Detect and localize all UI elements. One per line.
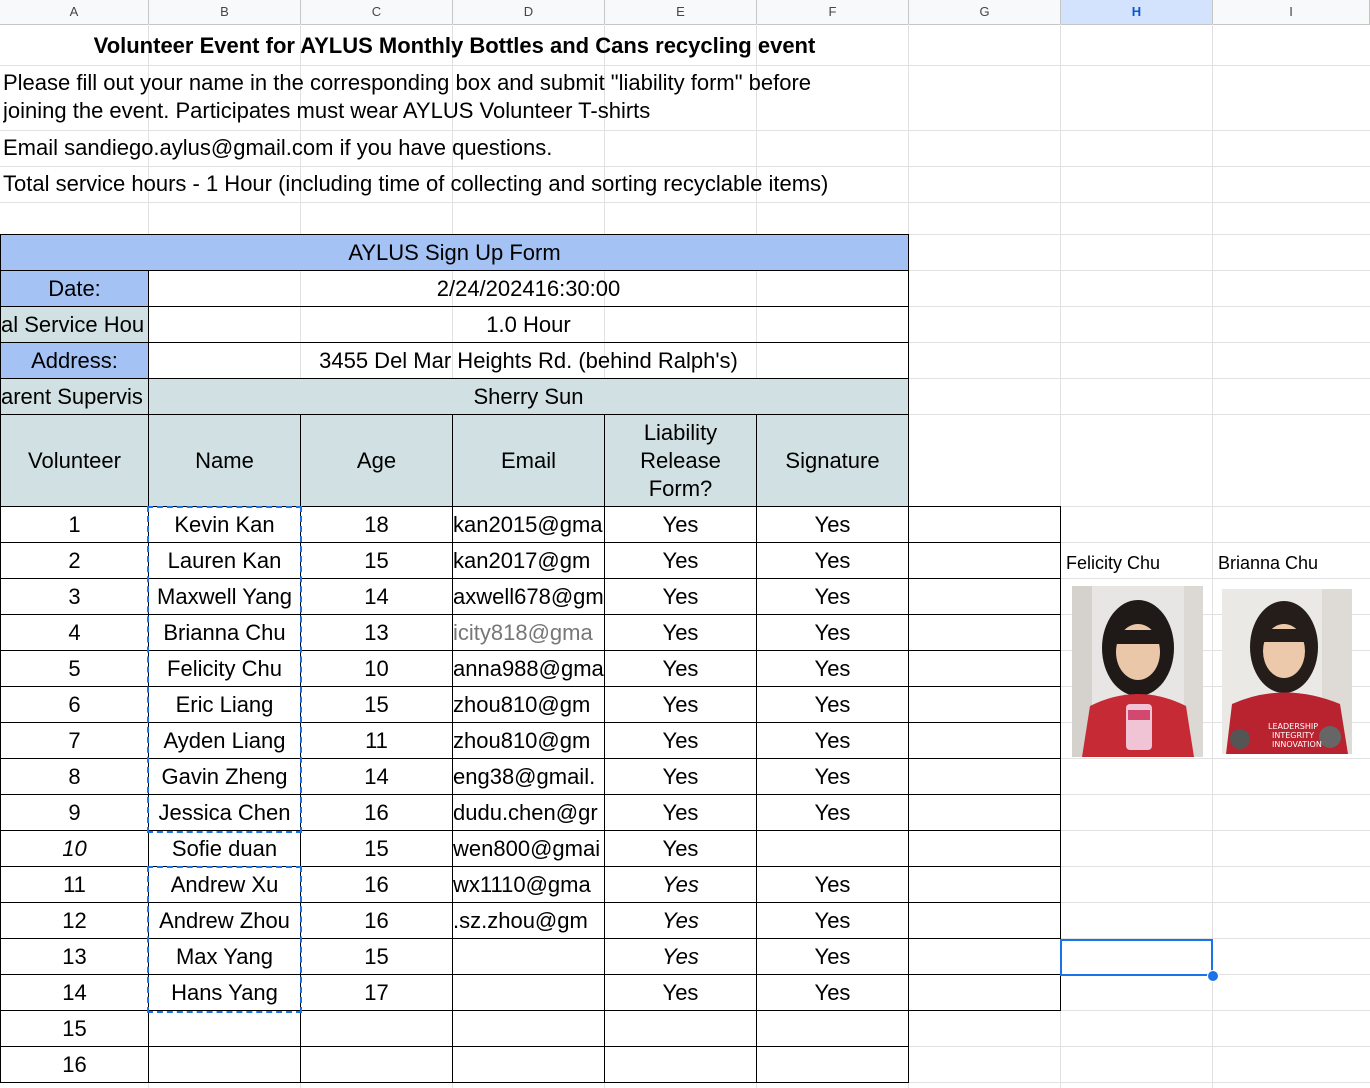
svg-text:INNOVATION: INNOVATION	[1272, 740, 1322, 749]
row-5-num-cell[interactable]: 5	[0, 650, 149, 687]
row-7-g-cell[interactable]	[908, 722, 1061, 759]
row-8-num-cell[interactable]: 8	[0, 758, 149, 795]
svg-text:LEADERSHIP: LEADERSHIP	[1268, 722, 1319, 731]
row-4-name-cell[interactable]: Brianna Chu	[148, 614, 301, 651]
row-8-signature-cell[interactable]: Yes	[756, 758, 909, 795]
row-5-email-cell[interactable]: anna988@gma	[452, 650, 605, 687]
row-11-age-cell[interactable]: 16	[300, 866, 453, 903]
row-10-liability-cell[interactable]: Yes	[604, 830, 757, 867]
row-4-email-cell[interactable]: icity818@gma	[452, 614, 605, 651]
row-13-signature-cell[interactable]: Yes	[756, 938, 909, 975]
row-3-liability-cell[interactable]: Yes	[604, 578, 757, 615]
brianna-photo[interactable]	[1222, 589, 1352, 754]
row-5-liability-cell[interactable]: Yes	[604, 650, 757, 687]
column-header-bar	[0, 0, 1370, 25]
row-7-liability-cell[interactable]: Yes	[604, 722, 757, 759]
row-11-signature-cell[interactable]: Yes	[756, 866, 909, 903]
date-label[interactable]: Date:	[0, 270, 149, 307]
supervisor-label[interactable]: arent Supervis	[0, 378, 149, 415]
header-volunteer[interactable]: Volunteer	[0, 414, 149, 507]
row-3-email-cell[interactable]: axwell678@gm	[452, 578, 605, 615]
header-liability-line-1: Liability	[643, 419, 718, 445]
row-2-signature-cell[interactable]: Yes	[756, 542, 909, 579]
row-15-signature-cell[interactable]	[756, 1010, 909, 1047]
row-2-email-cell[interactable]: kan2017@gm	[452, 542, 605, 579]
column-header-h[interactable]: H	[1061, 0, 1213, 24]
row-14-liability-cell[interactable]: Yes	[604, 974, 757, 1011]
row-13-age-cell[interactable]: 15	[300, 938, 453, 975]
row-11-liability-cell[interactable]: Yes	[604, 866, 757, 903]
row-3-signature-cell[interactable]: Yes	[756, 578, 909, 615]
row-15-email-cell[interactable]	[452, 1010, 605, 1047]
row-3-g-cell[interactable]	[908, 578, 1061, 615]
row-12-num-cell[interactable]: 12	[0, 902, 149, 939]
row-10-signature-cell[interactable]	[756, 830, 909, 867]
row-10-age-cell[interactable]: 15	[300, 830, 453, 867]
row-16-signature-cell[interactable]	[756, 1046, 909, 1083]
header-liability-line-3: Form?	[648, 475, 713, 501]
row-15-name-cell[interactable]	[148, 1010, 301, 1047]
row-5-age-cell[interactable]: 10	[300, 650, 453, 687]
fill-handle[interactable]	[1207, 970, 1219, 982]
row-4-g-cell[interactable]	[908, 614, 1061, 651]
row-4-num-cell[interactable]: 4	[0, 614, 149, 651]
row-9-g-cell[interactable]	[908, 794, 1061, 831]
row-2-liability-cell[interactable]: Yes	[604, 542, 757, 579]
row-13-liability-cell[interactable]: Yes	[604, 938, 757, 975]
row-1-age-cell[interactable]: 18	[300, 506, 453, 543]
felicity-photo[interactable]	[1072, 586, 1203, 757]
active-cell-selection[interactable]	[1060, 939, 1213, 976]
sheet-title[interactable]: Volunteer Event for AYLUS Monthly Bottles and Cans recycling event	[93, 33, 816, 58]
header-liability-line-2: Release	[640, 447, 721, 473]
row-12-email-cell[interactable]: .sz.zhou@gm	[452, 902, 605, 939]
row-16-num-cell[interactable]: 16	[0, 1046, 149, 1083]
row-2-g-cell[interactable]	[908, 542, 1061, 579]
row-5-g-cell[interactable]	[908, 650, 1061, 687]
row-16-liability-cell[interactable]	[604, 1046, 757, 1083]
row-8-liability-cell[interactable]: Yes	[604, 758, 757, 795]
date-value[interactable]: 2/24/202416:30:00	[148, 270, 909, 307]
row-6-g-cell[interactable]	[908, 686, 1061, 723]
row-7-signature-cell[interactable]: Yes	[756, 722, 909, 759]
row-15-num-cell[interactable]: 15	[0, 1010, 149, 1047]
row-10-num-cell[interactable]: 10	[0, 830, 149, 867]
row-12-age-cell[interactable]: 16	[300, 902, 453, 939]
row-8-g-cell[interactable]	[908, 758, 1061, 795]
row-12-g-cell[interactable]	[908, 902, 1061, 939]
row-14-age-cell[interactable]: 17	[300, 974, 453, 1011]
row-5-name-cell[interactable]: Felicity Chu	[148, 650, 301, 687]
row-4-signature-cell[interactable]: Yes	[756, 614, 909, 651]
row-15-age-cell[interactable]	[300, 1010, 453, 1047]
row-13-name-cell[interactable]: Max Yang	[148, 938, 301, 975]
row-6-age-cell[interactable]: 15	[300, 686, 453, 723]
service-hours-value[interactable]: 1.0 Hour	[148, 306, 909, 343]
row-1-signature-cell[interactable]: Yes	[756, 506, 909, 543]
row-5-signature-cell[interactable]: Yes	[756, 650, 909, 687]
row-2-age-cell[interactable]: 15	[300, 542, 453, 579]
service-hours-label[interactable]: al Service Hou	[0, 306, 149, 343]
header-name[interactable]: Name	[148, 414, 301, 507]
row-16-age-cell[interactable]	[300, 1046, 453, 1083]
row-14-g-cell[interactable]	[908, 974, 1061, 1011]
row-11-name-cell[interactable]: Andrew Xu	[148, 866, 301, 903]
instructions-line-1[interactable]: Please fill out your name in the corresponding box and submit "liability form" before	[3, 70, 812, 95]
row-9-email-cell[interactable]: dudu.chen@gr	[452, 794, 605, 831]
row-10-g-cell[interactable]	[908, 830, 1061, 867]
row-1-num-cell[interactable]: 1	[0, 506, 149, 543]
row-8-email-cell[interactable]: eng38@gmail.	[452, 758, 605, 795]
header-email[interactable]: Email	[452, 414, 605, 507]
row-13-num-cell[interactable]: 13	[0, 938, 149, 975]
row-13-g-cell[interactable]	[908, 938, 1061, 975]
row-7-age-cell[interactable]: 11	[300, 722, 453, 759]
row-11-email-cell[interactable]: wx1110@gma	[452, 866, 605, 903]
column-header-d[interactable]: D	[453, 0, 605, 24]
column-header-e[interactable]: E	[605, 0, 757, 24]
row-14-name-cell[interactable]: Hans Yang	[148, 974, 301, 1011]
row-9-name-cell[interactable]: Jessica Chen	[148, 794, 301, 831]
row-6-liability-cell[interactable]: Yes	[604, 686, 757, 723]
row-11-num-cell[interactable]: 11	[0, 866, 149, 903]
form-title[interactable]: AYLUS Sign Up Form	[0, 234, 909, 271]
row-6-name-cell[interactable]: Eric Liang	[148, 686, 301, 723]
address-value[interactable]: 3455 Del Mar Heights Rd. (behind Ralph's)	[148, 342, 909, 379]
row-6-email-cell[interactable]: zhou810@gm	[452, 686, 605, 723]
row-8-name-cell[interactable]: Gavin Zheng	[148, 758, 301, 795]
header-age[interactable]: Age	[300, 414, 453, 507]
row-16-name-cell[interactable]	[148, 1046, 301, 1083]
row-10-name-cell[interactable]: Sofie duan	[148, 830, 301, 867]
row-13-email-cell[interactable]	[452, 938, 605, 975]
row-1-g-cell[interactable]	[908, 506, 1061, 543]
svg-text:INTEGRITY: INTEGRITY	[1272, 731, 1315, 740]
row-8-age-cell[interactable]: 14	[300, 758, 453, 795]
column-header-c[interactable]: C	[301, 0, 453, 24]
row-12-name-cell[interactable]: Andrew Zhou	[148, 902, 301, 939]
column-header-a[interactable]: A	[0, 0, 149, 24]
row-11-g-cell[interactable]	[908, 866, 1061, 903]
address-label[interactable]: Address:	[0, 342, 149, 379]
header-signature[interactable]: Signature	[756, 414, 909, 507]
row-14-num-cell[interactable]: 14	[0, 974, 149, 1011]
row-4-age-cell[interactable]: 13	[300, 614, 453, 651]
row-2-name-cell[interactable]: Lauren Kan	[148, 542, 301, 579]
email-note[interactable]: Email sandiego.aylus@gmail.com if you have questions.	[3, 135, 553, 160]
instructions-line-2[interactable]: joining the event. Participates must wear AYLUS Volunteer T-shirts	[3, 98, 651, 123]
column-header-g[interactable]: G	[909, 0, 1061, 24]
row-12-signature-cell[interactable]: Yes	[756, 902, 909, 939]
row-9-age-cell[interactable]: 16	[300, 794, 453, 831]
column-header-i[interactable]: I	[1213, 0, 1370, 24]
row-3-age-cell[interactable]: 14	[300, 578, 453, 615]
row-10-email-cell[interactable]: wen800@gmai	[452, 830, 605, 867]
row-9-num-cell[interactable]: 9	[0, 794, 149, 831]
row-1-liability-cell[interactable]: Yes	[604, 506, 757, 543]
row-7-name-cell[interactable]: Ayden Liang	[148, 722, 301, 759]
row-15-liability-cell[interactable]	[604, 1010, 757, 1047]
photo-label-brianna: Brianna Chu	[1218, 553, 1319, 573]
row-2-num-cell[interactable]: 2	[0, 542, 149, 579]
row-9-liability-cell[interactable]: Yes	[604, 794, 757, 831]
row-16-email-cell[interactable]	[452, 1046, 605, 1083]
supervisor-value[interactable]: Sherry Sun	[148, 378, 909, 415]
row-6-signature-cell[interactable]: Yes	[756, 686, 909, 723]
row-14-signature-cell[interactable]: Yes	[756, 974, 909, 1011]
row-9-signature-cell[interactable]: Yes	[756, 794, 909, 831]
column-header-b[interactable]: B	[149, 0, 301, 24]
row-7-email-cell[interactable]: zhou810@gm	[452, 722, 605, 759]
row-3-name-cell[interactable]: Maxwell Yang	[148, 578, 301, 615]
header-liability[interactable]	[604, 414, 757, 507]
row-3-num-cell[interactable]: 3	[0, 578, 149, 615]
hours-note[interactable]: Total service hours - 1 Hour (including time of collecting and sorting recyclable items)	[3, 171, 829, 196]
row-1-name-cell[interactable]: Kevin Kan	[148, 506, 301, 543]
photo-label-felicity: Felicity Chu	[1066, 553, 1161, 573]
row-4-liability-cell[interactable]: Yes	[604, 614, 757, 651]
row-7-num-cell[interactable]: 7	[0, 722, 149, 759]
row-12-liability-cell[interactable]: Yes	[604, 902, 757, 939]
column-header-f[interactable]: F	[757, 0, 909, 24]
row-14-email-cell[interactable]	[452, 974, 605, 1011]
row-6-num-cell[interactable]: 6	[0, 686, 149, 723]
row-1-email-cell[interactable]: kan2015@gma	[452, 506, 605, 543]
